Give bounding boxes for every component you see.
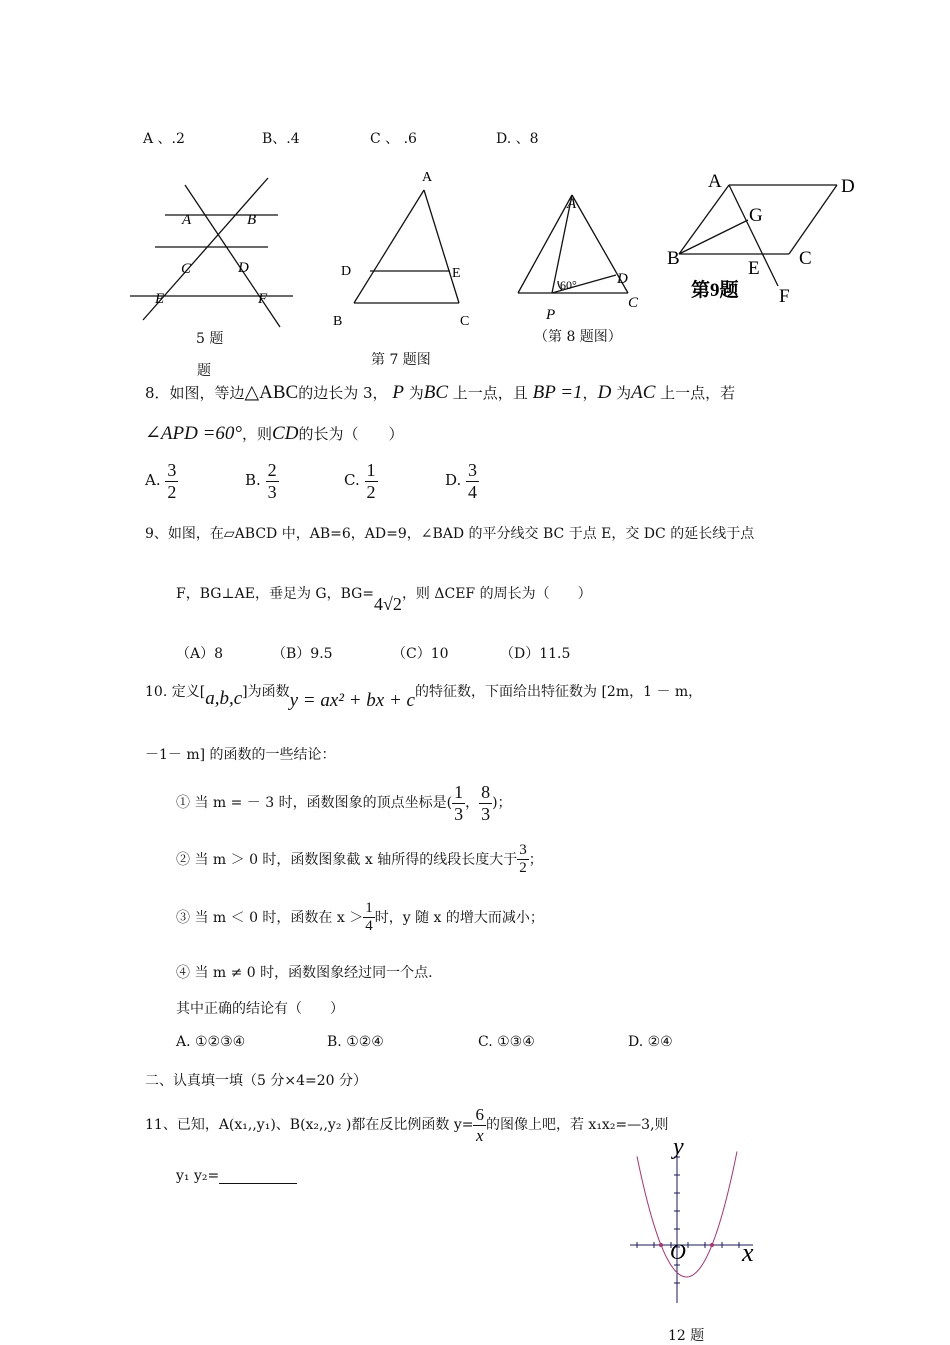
fig8-label-p: P [546,307,556,323]
q8-text: 的边长为 3， [298,384,388,402]
q10-text: ① 当 m = － 3 时，函数图象的顶点坐标是( [176,795,453,812]
q10-text: ② 当 m ＞ 0 时，函数图象截 x 轴所得的线段长度大于 [176,851,518,868]
fig8-caption: （第 8 题图） [534,329,622,345]
fig8-label-c: C [628,295,639,311]
figure-5 [125,170,305,335]
q10-text: 的特征数，下面给出特征数为 [2m，1 － m， [415,684,703,700]
fraction: $\frac{6}{x}$ [475,1105,484,1145]
q9-text: ，则 ΔCEF 的周长为（ ） [401,586,592,602]
q10-text: 时，y 随 x 的增大而减小； [374,909,544,926]
fig9-caption: 第9题 [691,280,739,301]
fig7-label-d: D [341,264,352,279]
fig7-label-b: B [333,314,343,329]
figure-9 [665,168,865,308]
q8-option-b [245,460,279,502]
q10-function: y = ax² + bx + c [289,690,415,711]
figure-7 [330,165,480,337]
fig9-label-c: C [799,248,812,269]
fig9-label-f: F [779,286,790,307]
option-label: B. [245,471,261,490]
root-point [659,1243,663,1247]
q8-ac: AC [631,382,656,403]
q8-text: ， [582,384,598,402]
option-label: A. [145,471,161,490]
q8-text: 的长为（ ） [298,425,404,443]
fig5-label-f: F [258,291,268,307]
fig5-caption: 5 题 [196,331,224,347]
section-2-heading: 二、认真填一填（5 分×4=20 分） [145,1073,367,1089]
fig8-label-a: A [567,196,577,212]
fraction: $\frac{2}{3}$ [267,460,277,502]
option-label: D. [445,471,462,490]
fig8-label-d: D [617,271,628,287]
q10-text: ]为函数 [242,684,290,700]
q10-text: ， [465,795,480,812]
q9-option-a: （A）8 [176,646,224,662]
figure-12 [625,1133,770,1308]
fraction: $\frac{1}{4}$ [365,900,373,935]
q10-line-2: －1－ m] 的函数的一些结论： [145,747,336,763]
q8-option-a [145,460,178,502]
q8-text: ，则 [242,425,273,443]
fig9-label-e: E [748,258,760,279]
q10-text: 10. 定义[ [145,684,206,700]
fig12-label-y: y [673,1134,684,1160]
fig5-label-c: C [181,261,192,277]
fig9-label-d: D [841,176,855,197]
q10-text: ③ 当 m ＜ 0 时，函数在 x ＞ [176,909,364,926]
fraction: $\frac{8}{3}$ [481,782,491,824]
q9-option-d: （D）11.5 [500,646,571,662]
q10-option-a: A. ①②③④ [176,1034,246,1050]
q8-text: 上一点，若 [660,384,736,402]
q10-ask: 其中正确的结论有（ ） [176,1001,344,1017]
q9-bg-value: 4√2 [374,594,402,614]
q7-option-d: D. 、8 [496,131,539,147]
q10-conclusion-3 [176,900,544,936]
q8-bc: BC [423,382,449,403]
q8-triangle: △ABC [244,382,299,403]
fraction: $\frac{1}{2}$ [366,460,376,502]
q7-option-b: B、.4 [262,131,300,147]
q9-line-1: 9、如图，在▱ABCD 中，AB=6，AD=9，∠BAD 的平分线交 BC 于点 E，交 DC 的延长线于点 [145,526,755,542]
q8-line-1 [145,381,735,404]
q8-option-c [344,460,378,502]
q7-option-a: A 、.2 [143,131,185,147]
fig7-label-e: E [452,266,461,281]
parabola-curve [637,1152,737,1278]
q9-text: F，BG⊥AE，垂足为 G，BG= [176,586,375,602]
fig5-label-a: A [182,212,192,228]
option-label: C. [344,471,360,490]
fig12-caption: 12 题 [668,1328,705,1344]
q9-option-c: （C）10 [392,646,449,662]
q8-angle: ∠APD =60° [145,423,243,444]
q8-cd: CD [272,423,299,444]
fraction: $\frac{3}{4}$ [468,460,478,502]
q10-conclusion-2 [176,842,543,878]
q10-text: ； [528,851,543,868]
q10-option-b: B. ①②④ [327,1034,384,1050]
q8-line-2 [145,422,403,445]
q8-text: 为 [616,384,632,402]
fig5-label-b: B [247,212,257,228]
fraction: $\frac{1}{3}$ [454,782,464,824]
answer-blank[interactable] [219,1169,297,1184]
figure-8 [510,185,650,325]
fig12-label-x: x [742,1238,754,1267]
q8-point-d: D [597,382,612,403]
q10-conclusion-1 [176,782,512,824]
fig7-label-a: A [422,170,433,185]
q8-point-p: P [392,382,404,403]
fig9-label-b: B [667,248,680,269]
q11-text: 11、已知，A(x₁,,y₁)、B(x₂,,y₂ )都在反比例函数 y= [145,1117,474,1134]
q11-line-2 [176,1168,297,1184]
fig8-angle-label: 60° [560,278,577,292]
q8-text: 为 [408,384,424,402]
fig5-label-d: D [238,260,249,276]
q7-option-c: C 、 .6 [370,131,417,147]
q10-line-1 [145,680,703,711]
q11-line-1 [145,1105,669,1145]
fig7-label-c: C [460,314,470,329]
q10-text: )； [492,795,512,812]
fraction: $\frac{3}{2}$ [167,460,177,502]
q8-bp: BP =1 [532,382,583,403]
q11-text: y₁ y₂= [176,1168,220,1184]
q8-text: 上一点，且 [452,384,528,402]
q11-text: 的图像上吧，若 x₁x₂=—3,则 [485,1117,669,1134]
fig9-label-a: A [708,171,722,192]
root-point [710,1243,714,1247]
fig5-label-e: E [155,291,165,307]
q10-option-d: D. ②④ [628,1034,673,1050]
q10-option-c: C. ①③④ [478,1034,535,1050]
q8-text: 8．如图，等边 [145,384,245,402]
q10-abc: a,b,c [205,688,243,709]
fig9-label-g: G [749,205,763,226]
fraction: $\frac{3}{2}$ [519,842,527,877]
fig7-caption: 第 7 题图 [371,352,431,368]
q10-conclusion-4: ④ 当 m ≠ 0 时，函数图象经过同一个点. [176,965,433,981]
fig12-label-o: O [670,1239,686,1264]
q9-line-2 [176,582,592,614]
q8-option-d [445,460,479,502]
fig5-caption-2: 题 [197,363,211,379]
q9-option-b: （B）9.5 [272,646,333,662]
